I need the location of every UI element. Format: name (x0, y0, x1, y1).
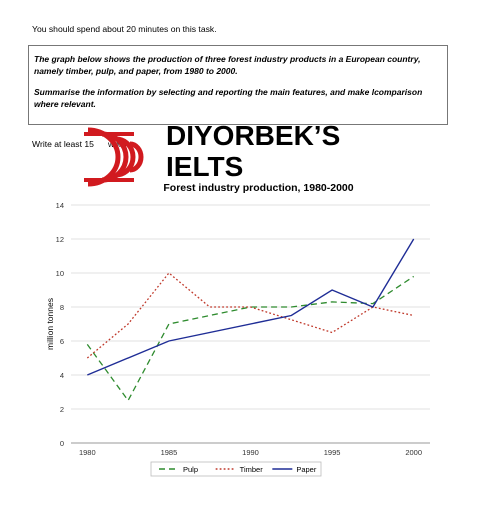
x-tick-label: 1990 (242, 448, 259, 457)
x-tick-label: 1985 (160, 448, 178, 457)
task-instruction: Summarise the information by selecting and reporting the main features, and make lcomparison where relevant. (34, 87, 423, 109)
y-tick-label: 2 (59, 405, 64, 414)
word-count-suffix: words. (107, 139, 134, 149)
legend-label-pulp: Pulp (183, 465, 199, 474)
legend-label-timber: Timber (239, 465, 263, 474)
y-tick-label: 4 (59, 371, 64, 380)
y-tick-label: 10 (55, 269, 64, 278)
y-tick-label: 0 (59, 439, 64, 448)
x-tick-label: 1995 (323, 448, 341, 457)
x-tick-label: 2000 (405, 448, 423, 457)
y-tick-label: 14 (55, 201, 64, 210)
brand-line-1: DIYORBEK’S (166, 120, 341, 151)
y-tick-label: 12 (55, 235, 64, 244)
brand-watermark (166, 120, 340, 182)
y-axis-label: million tonnes (45, 298, 55, 350)
x-tick-label: 1980 (78, 448, 96, 457)
series-line-pulp (87, 276, 413, 400)
brand-line-2: IELTS (166, 151, 244, 182)
legend-label-paper: Paper (296, 465, 317, 474)
chart-title: Forest industry production, 1980-2000 (163, 182, 354, 194)
y-tick-label: 6 (59, 337, 64, 346)
task-intro: You should spend about 20 minutes on this task. (32, 24, 217, 34)
series-line-timber (87, 273, 413, 358)
word-count-prefix: Write at least 15 (32, 139, 94, 149)
task-prompt: The graph below shows the production of three forest industry products in a European country, namely timber, pulp, and paper, from 1980 to 2000. (34, 54, 421, 76)
y-tick-label: 8 (59, 303, 64, 312)
line-chart (0, 176, 488, 486)
task-box (28, 45, 448, 125)
